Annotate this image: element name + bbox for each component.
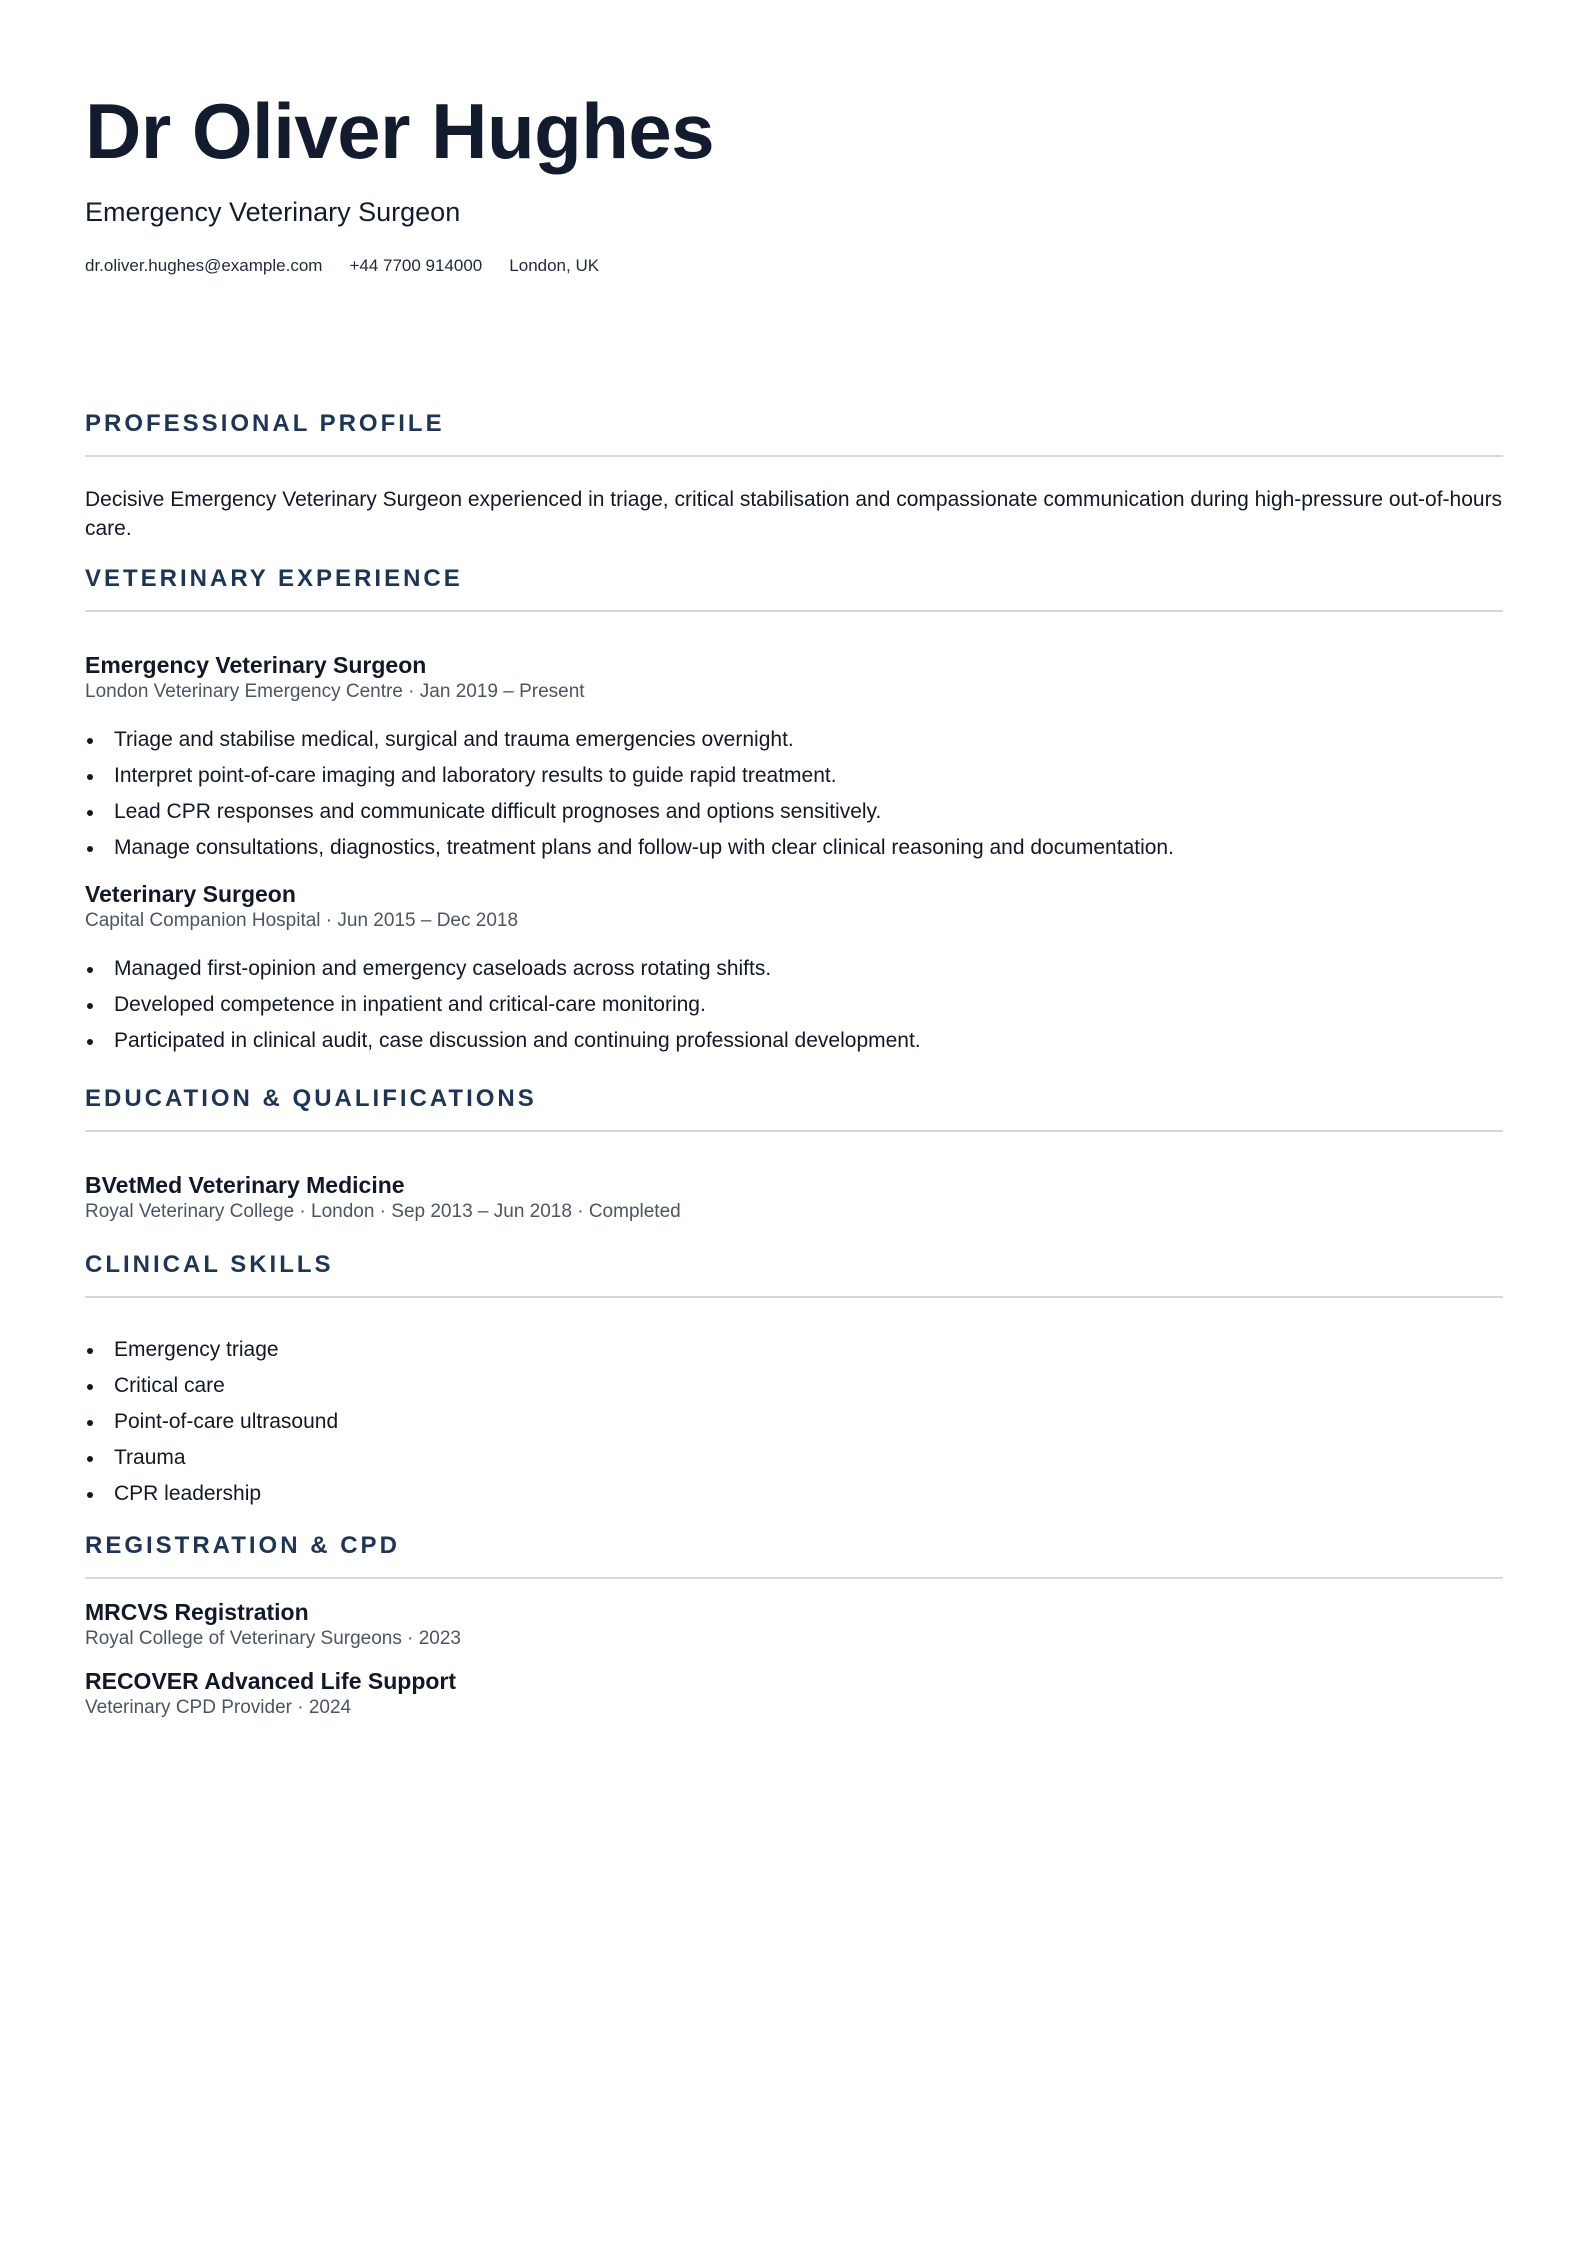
section-divider <box>85 1577 1503 1579</box>
job-bullet: Developed competence in inpatient and critical-care monitoring. <box>85 987 1503 1023</box>
skills-list <box>85 1332 1503 1512</box>
section-divider <box>85 1130 1503 1132</box>
section-title-education: EDUCATION & QUALIFICATIONS <box>85 1085 537 1112</box>
job-bullets <box>85 951 1503 1059</box>
registration-entry <box>85 1598 1503 1651</box>
job-bullet: Interpret point-of-care imaging and laboratory results to guide rapid treatment. <box>85 758 1503 794</box>
section-title-registration: REGISTRATION & CPD <box>85 1532 400 1559</box>
job-entry <box>85 651 1503 866</box>
section-profile <box>85 412 1503 543</box>
job-title: Emergency Veterinary Surgeon <box>85 652 427 678</box>
job-bullet: Lead CPR responses and communicate difficult prognoses and options sensitively. <box>85 794 1503 830</box>
contact-line <box>85 256 599 276</box>
job-bullets <box>85 722 1503 866</box>
skill-item: Point-of-care ultrasound <box>85 1404 1503 1440</box>
profile-summary: Decisive Emergency Veterinary Surgeon experienced in triage, critical stabilisation and compassionate communication during high-pressure out-of-hours care. <box>85 488 1503 540</box>
section-divider <box>85 610 1503 612</box>
section-title-skills: CLINICAL SKILLS <box>85 1251 334 1278</box>
contact-phone: +44 7700 914000 <box>349 256 483 275</box>
registration-title: RECOVER Advanced Life Support <box>85 1668 457 1694</box>
contact-email: dr.oliver.hughes@example.com <box>85 256 323 275</box>
contact-location: London, UK <box>509 256 600 275</box>
job-entry <box>85 880 1503 1059</box>
section-title-experience: VETERINARY EXPERIENCE <box>85 565 463 592</box>
skill-item: Trauma <box>85 1440 1503 1476</box>
skill-item: CPR leadership <box>85 1476 1503 1512</box>
section-skills <box>85 1253 1503 1512</box>
job-meta: London Veterinary Emergency Centre · Jan 2019 – Present <box>85 681 585 702</box>
job-title: Veterinary Surgeon <box>85 881 296 907</box>
registration-title: MRCVS Registration <box>85 1599 309 1625</box>
section-registration <box>85 1534 1503 1720</box>
job-bullet: Managed first-opinion and emergency caseloads across rotating shifts. <box>85 951 1503 987</box>
job-bullet: Manage consultations, diagnostics, treatment plans and follow-up with clear clinical reasoning and documentation. <box>85 830 1503 866</box>
registration-meta: Royal College of Veterinary Surgeons · 2023 <box>85 1628 462 1649</box>
section-divider <box>85 455 1503 457</box>
section-divider <box>85 1296 1503 1298</box>
section-experience <box>85 567 1503 1059</box>
job-meta: Capital Companion Hospital · Jun 2015 – Dec 2018 <box>85 910 519 931</box>
section-education <box>85 1087 1503 1224</box>
job-bullet: Triage and stabilise medical, surgical and trauma emergencies overnight. <box>85 722 1503 758</box>
skill-item: Critical care <box>85 1368 1503 1404</box>
degree-meta: Royal Veterinary College · London · Sep 2013 – Jun 2018 · Completed <box>85 1201 681 1222</box>
job-bullet: Participated in clinical audit, case discussion and continuing professional development. <box>85 1023 1503 1059</box>
candidate-role: Emergency Veterinary Surgeon <box>85 197 461 227</box>
registration-entry <box>85 1667 1503 1720</box>
skill-item: Emergency triage <box>85 1332 1503 1368</box>
candidate-name: Dr Oliver Hughes <box>85 87 715 175</box>
registration-meta: Veterinary CPD Provider · 2024 <box>85 1697 352 1718</box>
degree-title: BVetMed Veterinary Medicine <box>85 1172 405 1198</box>
section-title-profile: PROFESSIONAL PROFILE <box>85 410 445 437</box>
education-entry <box>85 1171 1503 1224</box>
